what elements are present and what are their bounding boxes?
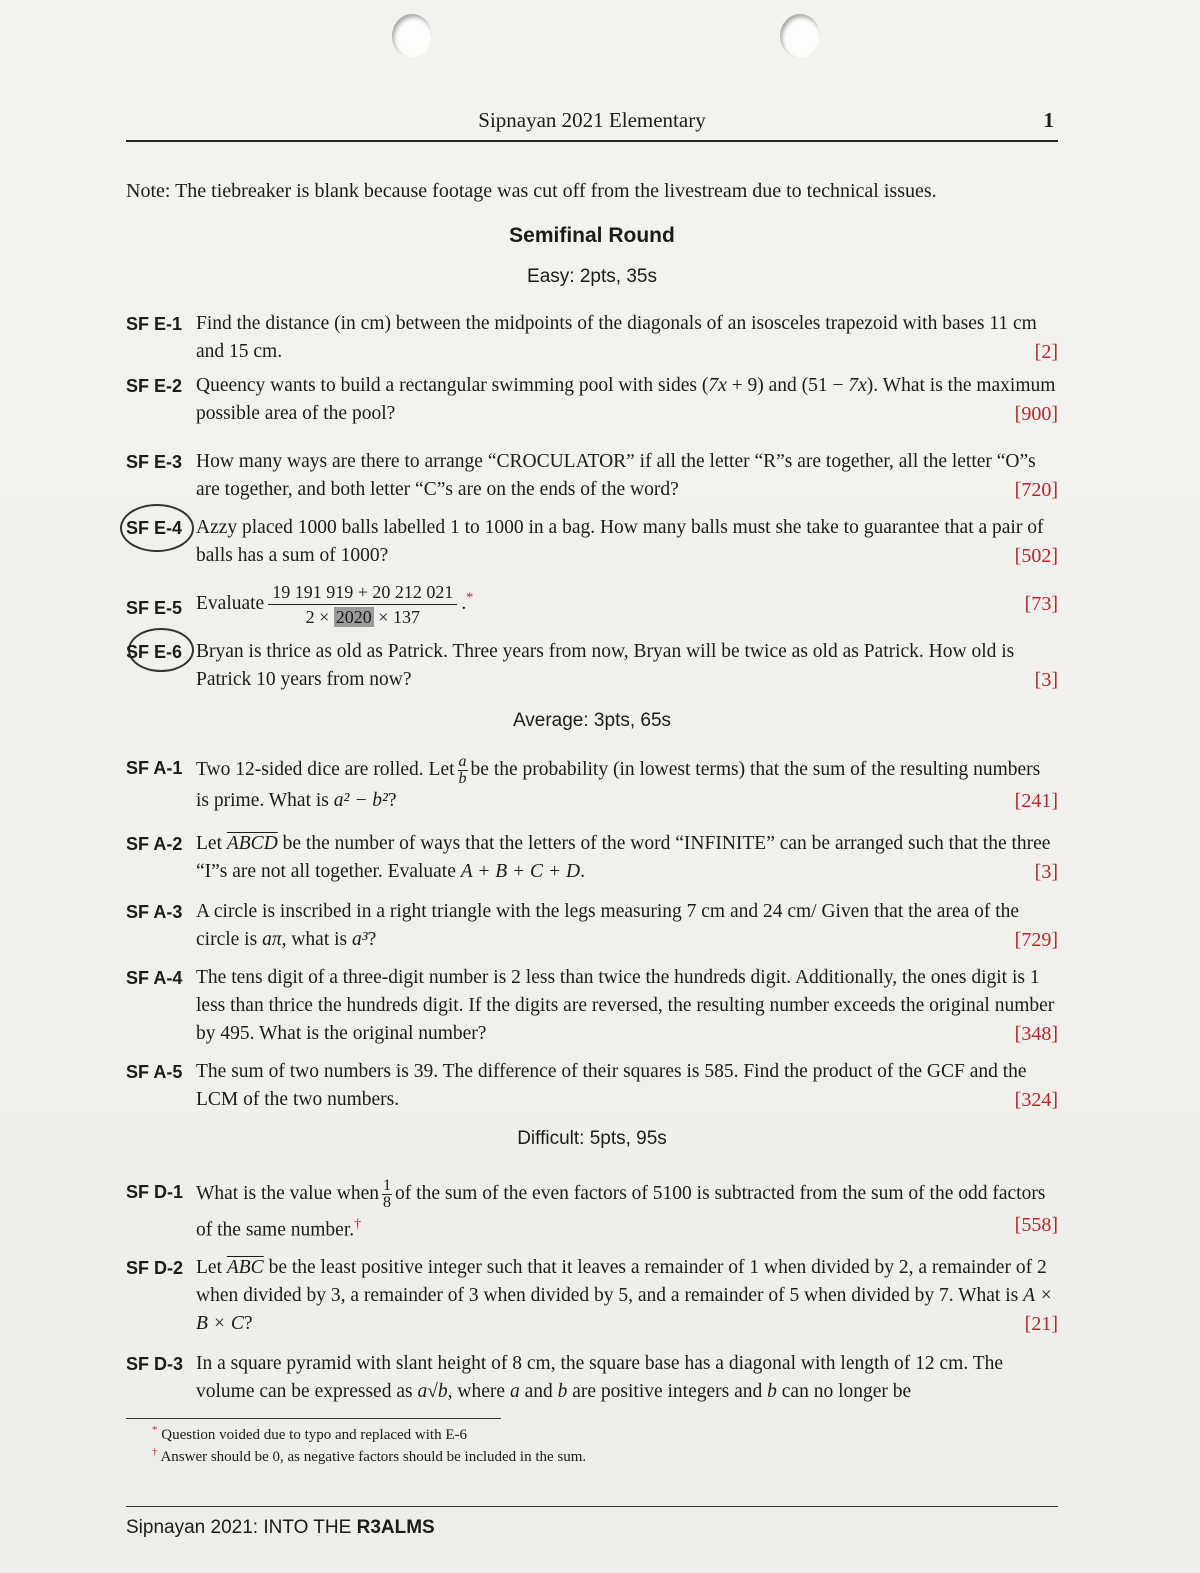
problem-id: SF A-4: [126, 968, 183, 988]
problem-text: .: [580, 861, 585, 882]
problem-text: of the sum of the even factors of 5100 is subtracted from the sum of the odd factors of the same number.: [196, 1182, 1046, 1241]
problem-id: SF D-2: [126, 1258, 184, 1278]
problem-id: SF A-2: [126, 834, 183, 854]
note: Note: The tiebreaker is blank because footage was cut off from the livestream due to technical issues.: [126, 180, 937, 202]
footnote-mark: *: [152, 1424, 158, 1436]
problem-text: How many ways are there to arrange “CROCULATOR” if all the letter “R”s are together, all the letter “O”s are together, and both letter “C”s are on the ends of the word?: [196, 451, 1036, 500]
fraction-numerator: a: [458, 753, 467, 770]
problem-a4: [126, 964, 1058, 1048]
problem-e5: SF E-5 Evaluate $\frac{19 191 919 + 20 212 021}{2 \times 2020 \times 137} .^*$ [73]: [126, 582, 1058, 627]
problem-d1: [126, 1178, 1058, 1245]
problem-d2: [126, 1254, 1058, 1338]
footnote-mark: *: [466, 590, 474, 606]
problem-e4: [126, 514, 1058, 570]
footer-brand: R3ALMS: [356, 1517, 435, 1538]
math-expr: 7x: [848, 375, 867, 396]
math-expr: ABCD: [226, 833, 278, 854]
fraction-denominator: [306, 607, 420, 627]
footer-text: Sipnayan 2021: INTO THE: [126, 1517, 357, 1538]
section-difficult: Difficult: 5pts, 95s: [517, 1128, 667, 1149]
answer: [3]: [1034, 669, 1058, 691]
problem-a5: [126, 1058, 1058, 1114]
problem-id: SF D-1: [126, 1182, 184, 1202]
fraction: [458, 754, 468, 787]
denominator-part: 2 ×: [305, 607, 334, 627]
problem-text: What is the value when: [196, 1182, 380, 1204]
problem-text: and: [519, 1381, 558, 1402]
math-expr: a² − b²: [333, 790, 388, 811]
fraction-denominator: b: [458, 770, 467, 787]
problem-text: The sum of two numbers is 39. The difference of their squares is 585. Find the product of the GCF and the LCM of the two numbers.: [196, 1061, 1027, 1110]
problem-id: SF D-3: [126, 1354, 184, 1374]
math-expr: a³: [352, 929, 368, 950]
problem-text: be the number of ways that the letters of the word “INFINITE” can be arranged such that the three “I”s are not all together. Evaluate: [196, 833, 1051, 882]
problem-text: ?: [387, 790, 397, 811]
problem-text: Let: [196, 1257, 227, 1278]
answer: [729]: [1014, 929, 1058, 951]
footer-divider: [126, 1506, 1058, 1507]
punch-hole: [392, 14, 432, 58]
footnote-mark: †: [152, 1446, 158, 1458]
answer: [73]: [1024, 593, 1058, 615]
footnote-text: Question voided due to typo and replaced with E-6: [161, 1427, 468, 1443]
problem-id: SF E-3: [126, 452, 183, 472]
problem-id: SF A-3: [126, 902, 183, 922]
math-expr: A × B × C: [196, 1285, 1053, 1334]
answer: [2]: [1034, 341, 1058, 363]
fraction-denominator: 8: [383, 1194, 392, 1211]
math-expr: a√b: [417, 1381, 448, 1402]
answer: [241]: [1014, 790, 1058, 812]
answer: [900]: [1014, 403, 1058, 425]
highlighted-number: 2020: [335, 607, 372, 627]
problem-id: SF E-5: [126, 598, 183, 618]
problem-text: Bryan is thrice as old as Patrick. Three years from now, Bryan will be twice as old as Patrick. How old is Patrick 10 years from now?: [196, 641, 1015, 690]
footnote-1: [152, 1424, 467, 1444]
section-average: Average: 3pts, 65s: [512, 710, 672, 731]
problem-e2: [126, 372, 1058, 428]
answer: [348]: [1014, 1023, 1058, 1045]
problem-a3: [126, 898, 1058, 954]
answer: [558]: [1014, 1214, 1058, 1236]
answer: [3]: [1034, 861, 1058, 883]
problem-text: ?: [367, 929, 377, 950]
problem-text: , where: [447, 1381, 510, 1402]
problem-text: Queency wants to build a rectangular swimming pool with sides (: [196, 375, 709, 396]
problem-text: + 9) and (51 −: [726, 375, 849, 396]
footnote-text: Answer should be 0, as negative factors should be included in the sum.: [160, 1449, 587, 1465]
problem-text: Let: [196, 833, 227, 854]
problem-id: SF E-4: [126, 518, 183, 538]
problem-id: SF E-6: [126, 642, 183, 662]
problem-text: Evaluate: [196, 592, 265, 614]
section-easy: Easy: 2pts, 35s: [527, 266, 657, 287]
math-expr: $\overline{ABC}$: [226, 1257, 264, 1278]
problem-text: A circle is inscribed in a right triangle with the legs measuring 7 cm and 24 cm/ Given that the area of the circle is: [196, 901, 1020, 950]
round-title: Semifinal Round: [509, 224, 675, 247]
problem-e6: [126, 638, 1058, 694]
fraction-numerator: 1: [383, 1177, 392, 1194]
answer: [324]: [1014, 1089, 1058, 1111]
problem-text: Azzy placed 1000 balls labelled 1 to 1000 in a bag. How many balls must she take to guarantee that a pair of balls has a sum of 1000?: [196, 517, 1044, 566]
problem-id: SF A-5: [126, 1062, 183, 1082]
footnote-2: [152, 1446, 586, 1466]
math-expr: aπ: [262, 929, 282, 950]
problem-text: The tens digit of a three-digit number is 2 less than twice the hundreds digit. Additionally, the ones digit is 1 less than thrice the hundreds digit. If the digits are reversed, the resulting number exceeds the original number by 495. What is the original number?: [196, 967, 1055, 1044]
fraction: [268, 580, 457, 629]
problem-text: Two 12-sided dice are rolled. Let: [196, 758, 455, 780]
problem-e3: [126, 448, 1058, 504]
fraction-numerator: 19 191 919 + 20 212 021: [268, 580, 457, 605]
math-expr: a: [509, 1381, 520, 1402]
math-expr: 7x: [708, 375, 727, 396]
problem-d3: [126, 1350, 1058, 1406]
answer: [502]: [1014, 545, 1058, 567]
problem-text: can no longer be: [776, 1381, 912, 1402]
answer: [21]: [1024, 1313, 1058, 1335]
math-expr: b: [557, 1381, 568, 1402]
page-header: [126, 104, 1058, 142]
math-expr: b: [767, 1381, 777, 1402]
problem-text: be the least positive integer such that it leaves a remainder of 1 when divided by 2, a remainder of 2 when divided by 3, a remainder of 3 when divided by 5, and a remainder of 5 when divided by 7. What is: [196, 1257, 1047, 1306]
page-footer: [126, 1517, 435, 1539]
footnote-mark: †: [354, 1217, 362, 1232]
problem-a2: [126, 830, 1058, 886]
problem-text: ). What is the maximum possible area of the pool?: [196, 375, 1056, 424]
fraction: [382, 1178, 392, 1211]
problem-id: SF E-2: [126, 376, 183, 396]
punch-hole: [780, 14, 820, 58]
problem-id: SF E-1: [126, 314, 183, 334]
answer: [720]: [1014, 479, 1058, 501]
problem-text: , what is: [281, 929, 353, 950]
problem-text: are positive integers and: [567, 1381, 768, 1402]
header-title: Sipnayan 2021 Elementary: [478, 108, 706, 132]
problem-e1: [126, 310, 1058, 366]
problem-text: be the probability (in lowest terms) that the sum of the resulting numbers is prime. What is: [196, 758, 1041, 811]
problem-text: Find the distance (in cm) between the midpoints of the diagonals of an isosceles trapezoid with bases 11 cm and 15 cm.: [196, 313, 1037, 362]
page-number: 1: [1043, 108, 1054, 132]
problem-text: ?: [243, 1313, 253, 1334]
problem-id: SF A-1: [126, 758, 183, 778]
problem-a1: [126, 754, 1058, 815]
footnote-divider: [126, 1418, 501, 1419]
denominator-part: × 137: [373, 607, 420, 627]
problem-text: In a square pyramid with slant height of 8 cm, the square base has a diagonal with length of 12 cm. The volume can be expressed as: [196, 1353, 1004, 1402]
math-expr: A + B + C + D: [460, 861, 581, 882]
